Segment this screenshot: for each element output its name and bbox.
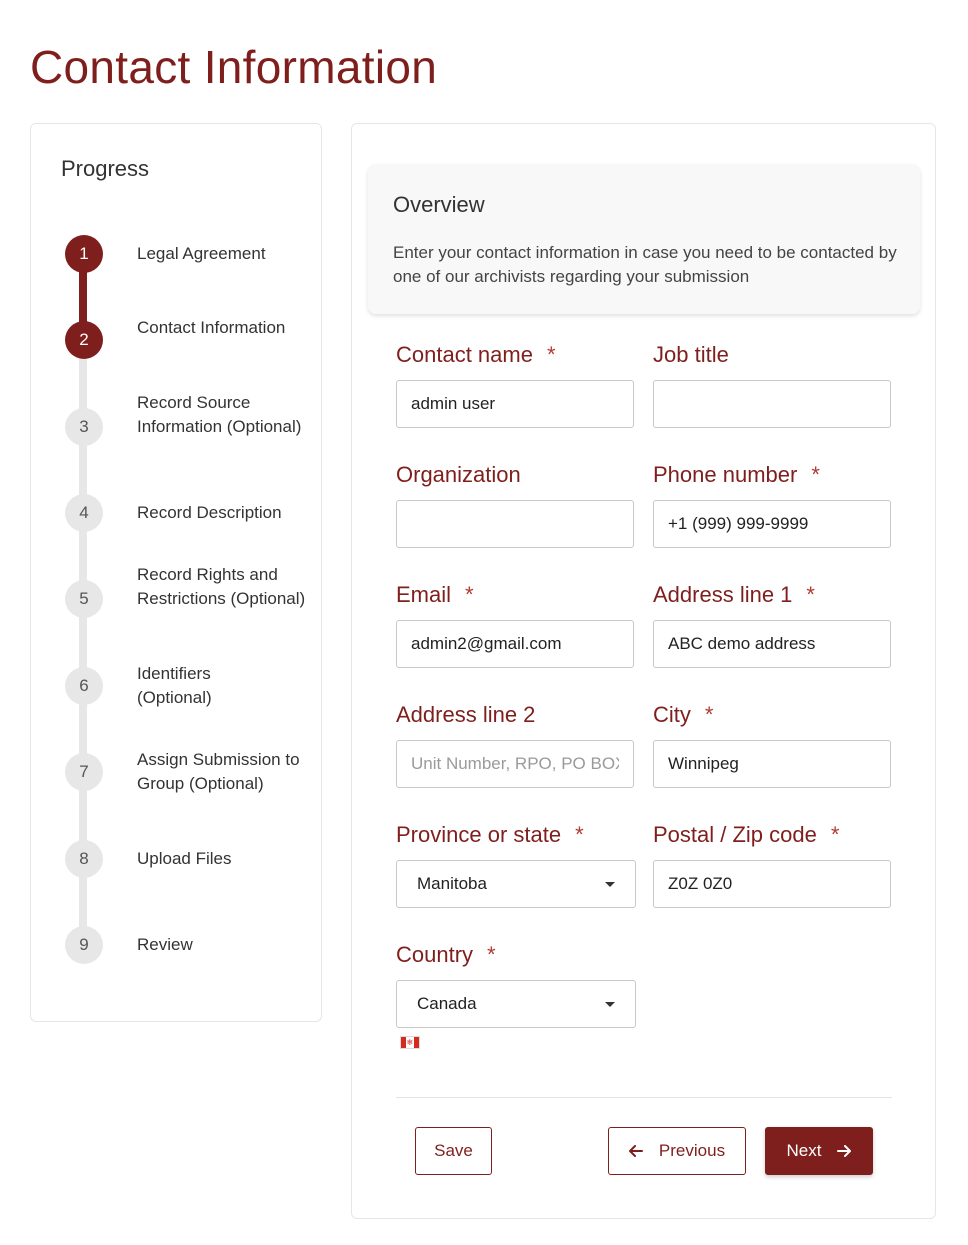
organization-label: Organization [396, 462, 521, 487]
email-label: Email [396, 582, 452, 607]
caret-down-icon [605, 882, 615, 887]
step-number-badge: 1 [65, 235, 103, 273]
province-field [396, 822, 636, 893]
organization-input[interactable] [396, 500, 634, 548]
email-field [396, 582, 636, 612]
step-label: Record Description [137, 503, 282, 522]
postal-code-field [653, 822, 893, 852]
step-number-badge: 6 [65, 667, 103, 705]
step-label: Record Rights and Restrictions (Optional) [137, 565, 306, 608]
next-button[interactable] [765, 1127, 873, 1175]
phone-number-field [653, 462, 893, 492]
required-marker: * [575, 822, 584, 847]
contact-form-panel [351, 123, 936, 1219]
country-select[interactable] [396, 980, 636, 1028]
address-line-1-field [653, 582, 893, 612]
postal-code-input[interactable] [653, 860, 891, 908]
city-label: City [653, 702, 691, 727]
progress-panel [30, 123, 322, 1022]
step-number-badge: 2 [65, 321, 103, 359]
step-label: Contact Information [137, 318, 286, 337]
contact-name-label: Contact name [396, 342, 533, 367]
postal-code-label: Postal / Zip code [653, 822, 817, 847]
required-marker: * [830, 822, 840, 847]
required-marker: * [806, 582, 815, 607]
job-title-input[interactable] [653, 380, 891, 428]
next-button-label: Next [786, 1141, 822, 1160]
step-number-badge: 3 [65, 408, 103, 446]
step-label: Review [137, 935, 193, 954]
step-label: Assign Submission to Group (Optional) [137, 750, 300, 793]
email-input[interactable] [396, 620, 634, 668]
address-line-1-label: Address line 1 [653, 582, 793, 607]
job-title-field [653, 342, 893, 372]
step-number-badge: 9 [65, 926, 103, 964]
country-label: Country [396, 942, 474, 967]
step-number-badge: 8 [65, 840, 103, 878]
previous-button-label: Previous [658, 1141, 726, 1160]
caret-down-icon [605, 1002, 615, 1007]
actions-divider [396, 1097, 892, 1098]
contact-name-field [396, 342, 636, 372]
step-number-badge: 5 [65, 580, 103, 618]
previous-button[interactable] [608, 1127, 746, 1175]
arrow-left-icon [629, 1145, 643, 1157]
step-label: Legal Agreement [137, 244, 266, 263]
page-title: Contact Information [30, 41, 438, 93]
city-input[interactable] [653, 740, 891, 788]
job-title-label: Job title [653, 342, 729, 367]
required-marker: * [811, 462, 820, 487]
step-label: Record Source Information (Optional) [137, 393, 302, 436]
phone-number-label: Phone number [653, 462, 798, 487]
save-button-label: Save [434, 1141, 473, 1160]
address-line-2-input[interactable] [396, 740, 634, 788]
overview-card [368, 164, 920, 314]
step-number-badge: 4 [65, 494, 103, 532]
address-line-1-input[interactable] [653, 620, 891, 668]
address-line-2-field [396, 702, 636, 732]
arrow-right-icon [837, 1145, 851, 1157]
canada-flag-icon: ❄ [400, 1036, 420, 1049]
required-marker: * [704, 702, 714, 727]
province-select[interactable] [396, 860, 636, 908]
save-button[interactable] [415, 1127, 492, 1175]
country-selected-value: Canada [417, 994, 477, 1013]
country-field [396, 942, 636, 1047]
required-marker: * [487, 942, 496, 967]
city-field [653, 702, 893, 732]
overview-title: Overview [393, 192, 485, 217]
phone-number-input[interactable] [653, 500, 891, 548]
required-marker: * [546, 342, 556, 367]
contact-name-input[interactable] [396, 380, 634, 428]
address-line-2-label: Address line 2 [396, 702, 536, 727]
step-label: Identifiers (Optional) [137, 664, 212, 707]
overview-text: Enter your contact information in case you need to be contacted by one of our archivists regarding your submission [393, 243, 897, 286]
step-label: Upload Files [137, 849, 232, 868]
province-label: Province or state [396, 822, 562, 847]
organization-field [396, 462, 636, 492]
step-number-badge: 7 [65, 753, 103, 791]
province-selected-value: Manitoba [417, 874, 487, 893]
progress-heading: Progress [61, 156, 150, 181]
required-marker: * [465, 582, 474, 607]
